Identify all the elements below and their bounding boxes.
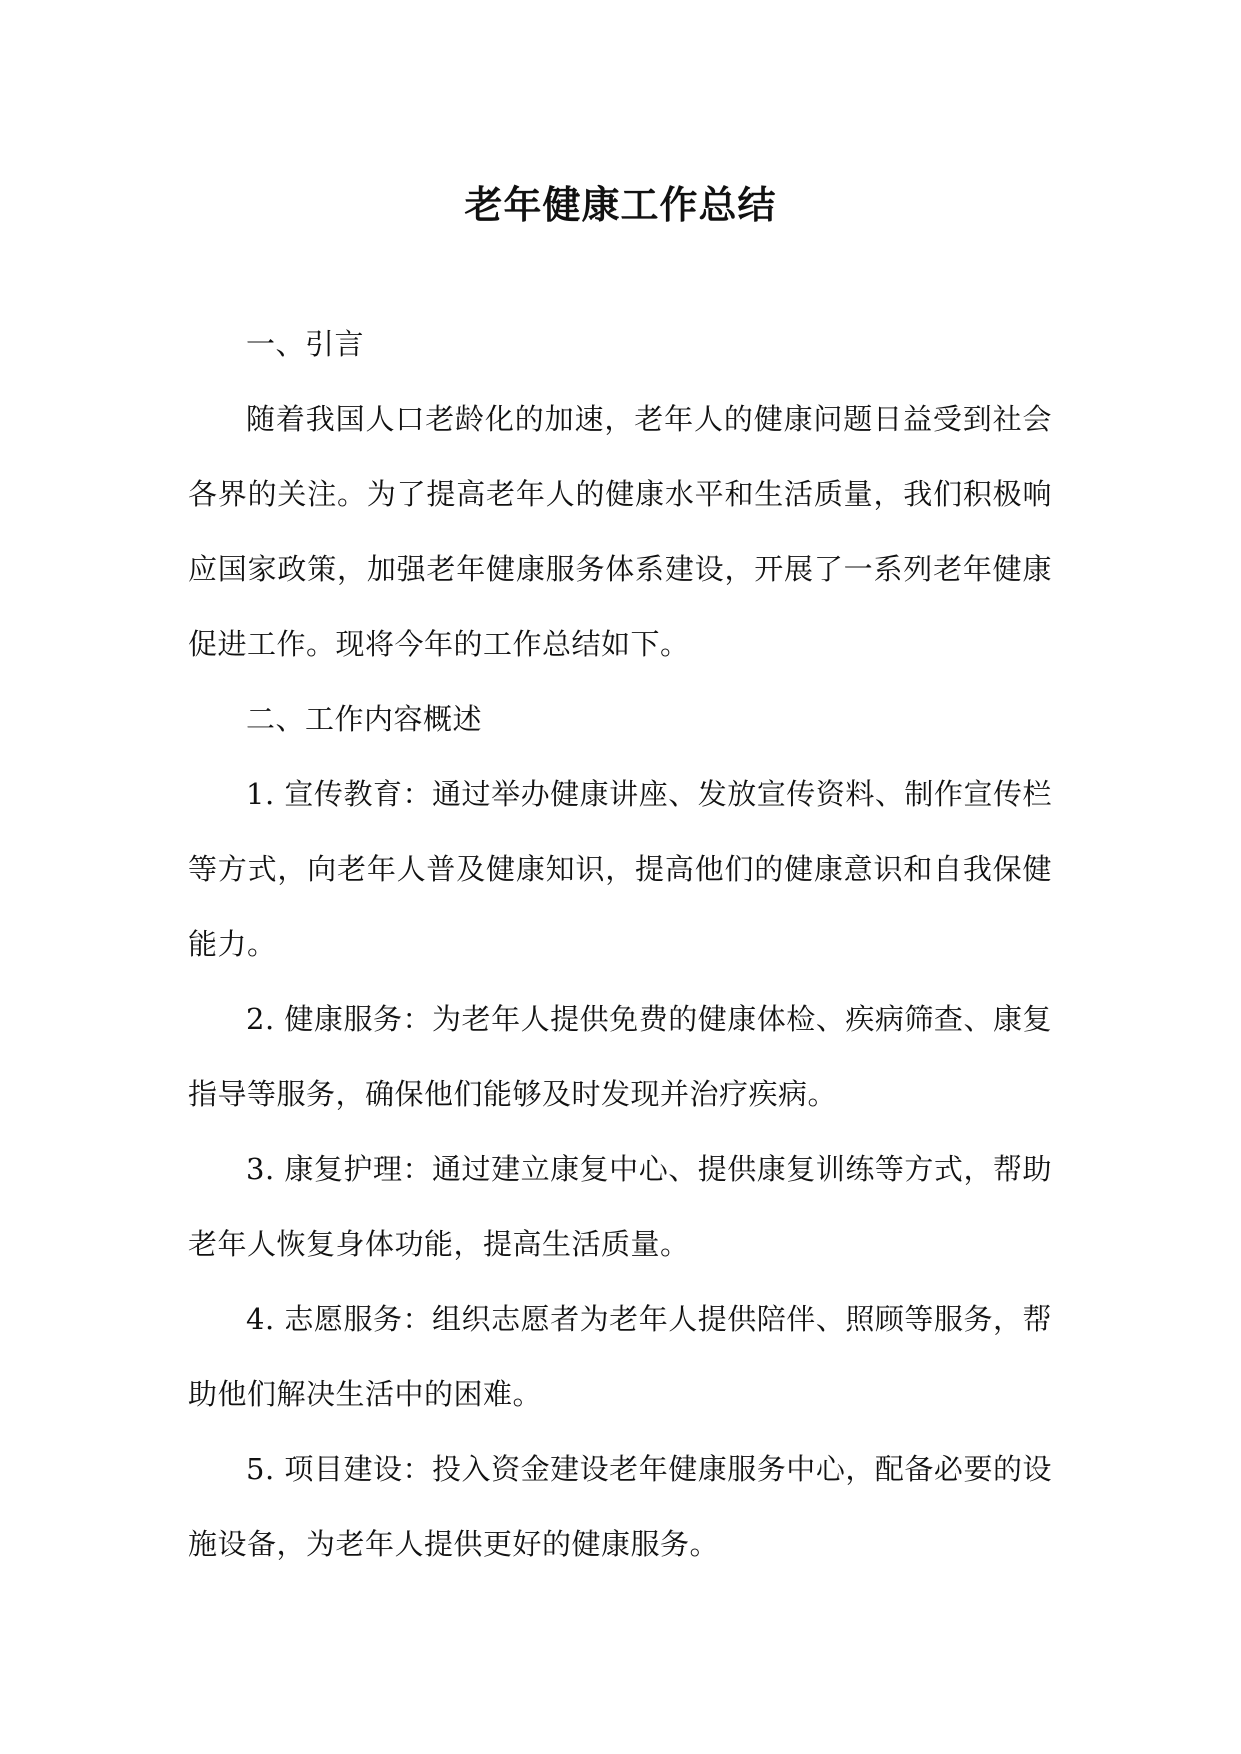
work-item-volunteer-services: 4. 志愿服务：组织志愿者为老年人提供陪伴、照顾等服务，帮助他们解决生活中的困难。 [188, 1302, 1052, 1411]
section-heading-work-overview: 二、工作内容概述 [246, 702, 483, 736]
document-body [188, 307, 1052, 1582]
document-title: 老年健康工作总结 [464, 182, 777, 227]
intro-paragraph: 随着我国人口老龄化的加速，老年人的健康问题日益受到社会各界的关注。为了提高老年人的健康水平和生活质量，我们积极响应国家政策，加强老年健康服务体系建设，开展了一系列老年健康促进工作。现将今年的工作总结如下。 [188, 402, 1052, 661]
work-item-project-construction: 5. 项目建设：投入资金建设老年健康服务中心，配备必要的设施设备，为老年人提供更好的健康服务。 [188, 1452, 1052, 1561]
section-heading-introduction: 一、引言 [246, 327, 365, 361]
work-item-rehabilitation-care: 3. 康复护理：通过建立康复中心、提供康复训练等方式，帮助老年人恢复身体功能，提高生活质量。 [188, 1152, 1052, 1261]
work-item-publicity-education: 1. 宣传教育：通过举办健康讲座、发放宣传资料、制作宣传栏等方式，向老年人普及健康知识，提高他们的健康意识和自我保健能力。 [188, 777, 1052, 961]
work-item-health-services: 2. 健康服务：为老年人提供免费的健康体检、疾病筛查、康复指导等服务，确保他们能够及时发现并治疗疾病。 [188, 1002, 1052, 1111]
